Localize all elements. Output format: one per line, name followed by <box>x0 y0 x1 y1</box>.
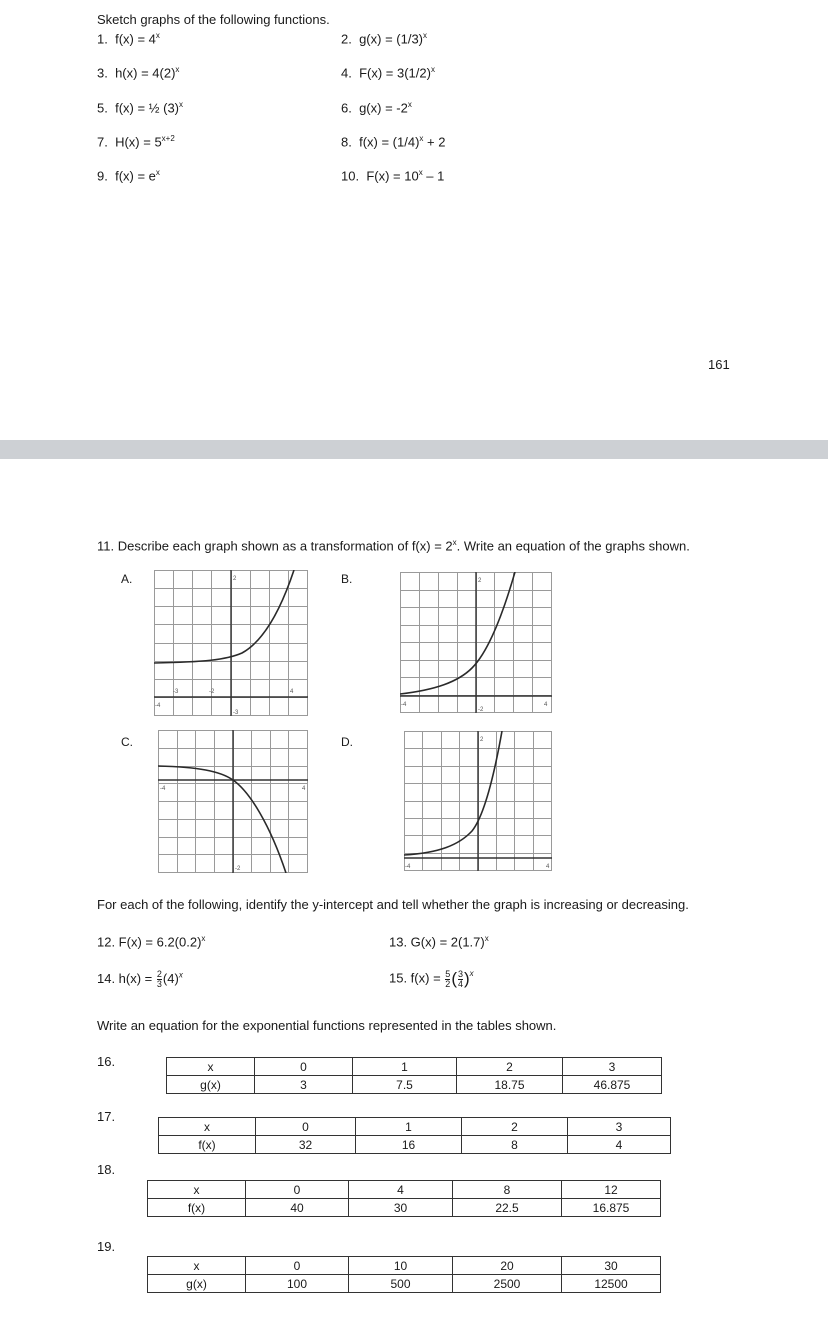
svg-text:-2: -2 <box>209 689 215 695</box>
table-row: f(x) 32 16 8 4 <box>159 1136 671 1154</box>
svg-text:2: 2 <box>480 737 484 743</box>
q14-function: 14. h(x) = $\frac{2}{3}$ $(4)^x$ <box>97 969 183 989</box>
svg-text:-3: -3 <box>173 689 179 695</box>
table-16-number: 16. <box>97 1054 116 1069</box>
instructions-y-intercept: For each of the following, identify the y-intercept and tell whether the graph is increasing or decreasing. <box>97 897 689 912</box>
table-18 <box>147 1180 661 1217</box>
svg-text:2: 2 <box>478 578 482 584</box>
graph-c <box>158 730 308 873</box>
svg-text:-4: -4 <box>405 864 411 870</box>
function-item-9: 9. $f(x) = e^x$ <box>97 168 160 184</box>
page-separator <box>0 440 828 459</box>
function-item-4: 4. $F(x) = 3(1/2)^x$ <box>341 65 435 81</box>
function-item-3: 3. $h(x) = 4(2)^x$ <box>97 65 180 81</box>
function-item-10: 10. $F(x) = 10^x - 1$ <box>341 168 445 184</box>
table-row: g(x) 100 500 2500 12500 <box>148 1275 661 1293</box>
graph-label-a: A. <box>121 572 133 586</box>
instructions-tables: Write an equation for the exponential functions represented in the tables shown. <box>97 1018 557 1033</box>
svg-text:-2: -2 <box>235 866 241 872</box>
function-item-6: 6. $g(x) = -2^x$ <box>341 100 412 116</box>
graph-label-d: D. <box>341 735 353 749</box>
function-item-8: 8. $f(x) = (1/4)^x + 2$ <box>341 134 446 150</box>
svg-text:-4: -4 <box>160 786 166 792</box>
table-row: x 0 1 2 3 <box>159 1118 671 1136</box>
function-item-1: 1. $f(x) = 4^x$ <box>97 31 160 47</box>
page-number: 161 <box>708 357 730 372</box>
q15-function: 15. f(x) = $\frac{5}{2}$ ( $\frac{3}{4}$ )$^x$ <box>389 968 474 989</box>
table-17 <box>158 1117 671 1154</box>
function-item-2: 2. $g(x) = (1/3)^x$ <box>341 31 428 47</box>
svg-text:-3: -3 <box>233 710 239 716</box>
graph-label-c: C. <box>121 735 133 749</box>
svg-text:4: 4 <box>544 702 548 708</box>
svg-text:-2: -2 <box>478 707 484 713</box>
function-item-7: 7. $H(x) = 5^{x+2}$ <box>97 134 175 150</box>
table-row: x 0 1 2 3 <box>167 1058 662 1076</box>
graph-label-b: B. <box>341 572 353 586</box>
q11-text: 11. Describe each graph shown as a transformation of $f(x) = 2^x$. Write an equation of the graphs shown. <box>97 538 690 554</box>
table-row: x 0 10 20 30 <box>148 1257 661 1275</box>
table-19 <box>147 1256 661 1293</box>
q13-function: 13. $G(x) = 2(1.7)^x$ <box>389 934 489 950</box>
table-row: g(x) 3 7.5 18.75 46.875 <box>167 1076 662 1094</box>
svg-text:4: 4 <box>546 864 550 870</box>
table-19-number: 19. <box>97 1239 116 1254</box>
table-16 <box>166 1057 662 1094</box>
svg-text:-4: -4 <box>155 703 161 709</box>
svg-text:4: 4 <box>290 689 294 695</box>
graph-a <box>154 570 308 716</box>
graph-d <box>404 731 552 871</box>
instructions-sketch: Sketch graphs of the following functions. <box>97 12 330 27</box>
svg-text:-4: -4 <box>401 702 407 708</box>
table-17-number: 17. <box>97 1109 116 1124</box>
q12-function: 12. $F(x) = 6.2(0.2)^x$ <box>97 934 206 950</box>
function-item-5: 5. f(x) = ½ $(3)^x$ <box>97 100 184 116</box>
table-row: x 0 4 8 12 <box>148 1181 661 1199</box>
svg-text:4: 4 <box>302 786 306 792</box>
table-18-number: 18. <box>97 1162 116 1177</box>
graph-b <box>400 572 552 713</box>
svg-text:2: 2 <box>233 576 237 582</box>
table-row: f(x) 40 30 22.5 16.875 <box>148 1199 661 1217</box>
